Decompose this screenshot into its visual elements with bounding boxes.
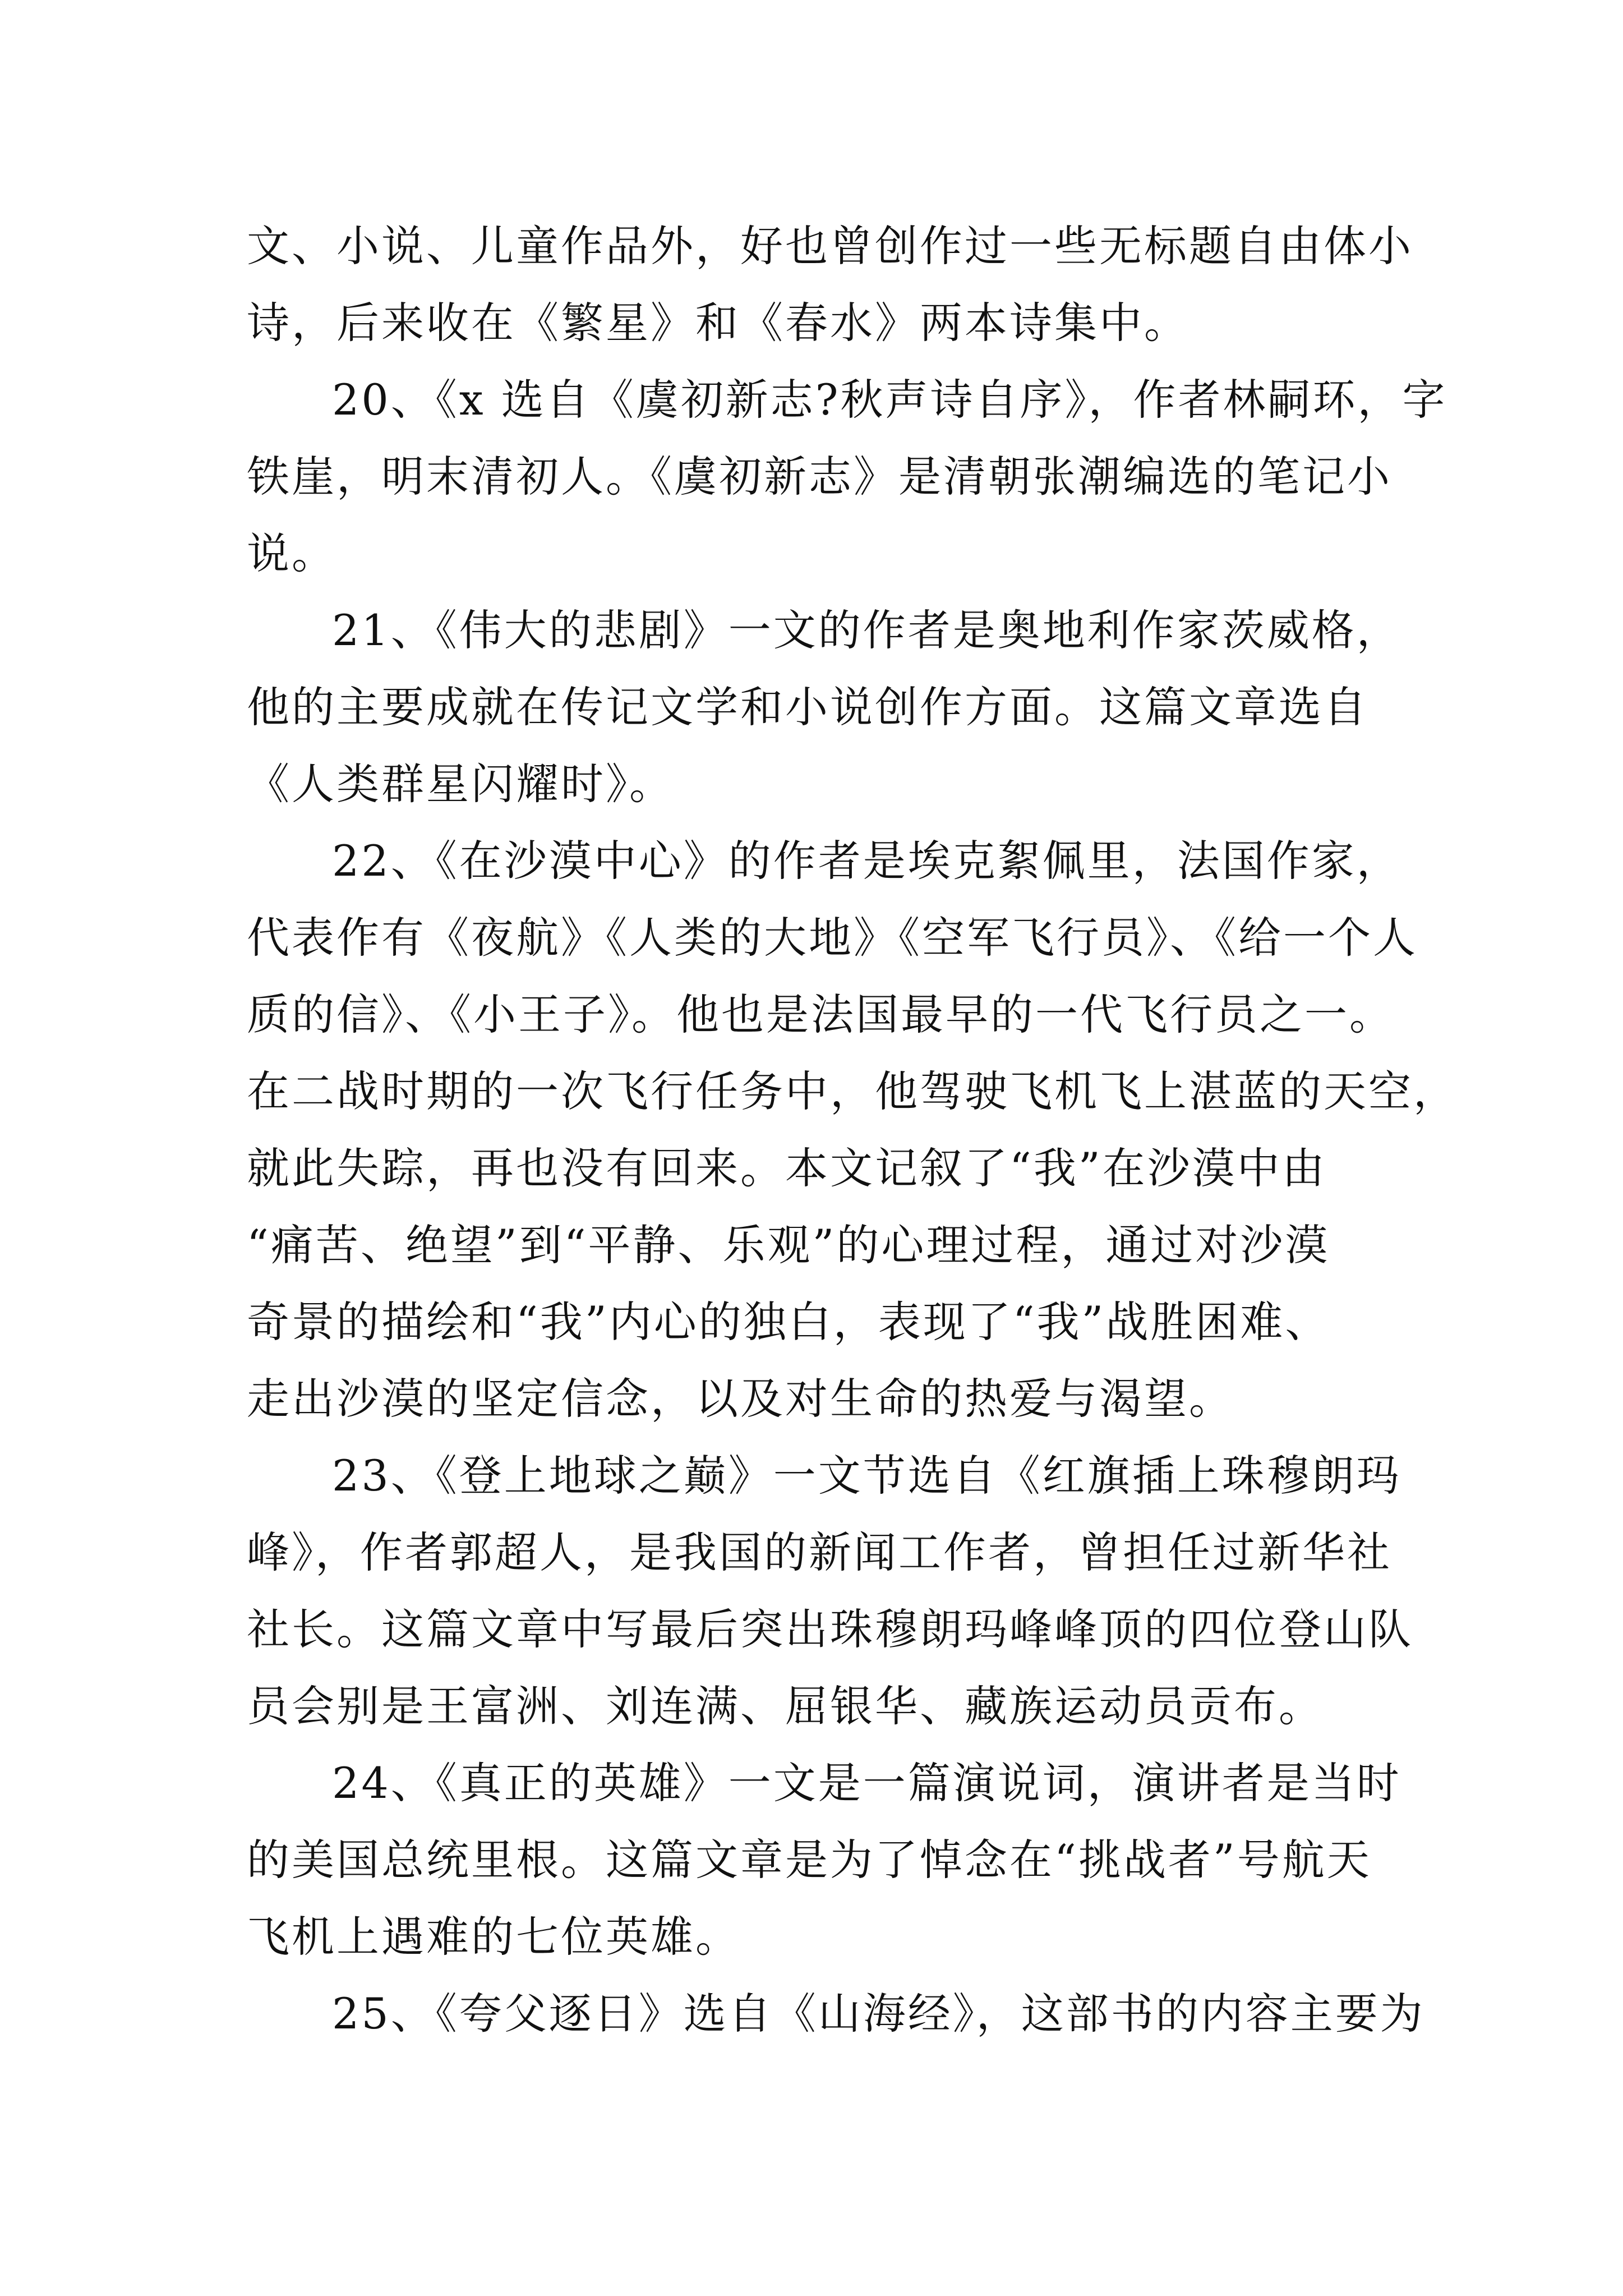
paragraph-item-24 <box>247 1745 1401 1975</box>
text-line: 他的主要成就在传记文学和小说创作方面。这篇文章选自 <box>247 682 1368 732</box>
text-line: 的美国总统里根。这篇文章是为了悼念在“挑战者”号航天 <box>247 1835 1372 1885</box>
text-line: 22、《在沙漠中心》的作者是埃克絮佩里，法国作家， <box>332 836 1401 886</box>
paragraph-item-20 <box>247 361 1447 592</box>
text-line: 就此失踪，再也没有回来。本文记叙了“我”在沙漠中由 <box>247 1143 1327 1193</box>
text-line: 峰》，作者郭超人，是我国的新闻工作者，曾担任过新华社 <box>247 1527 1392 1577</box>
text-line: 21、《伟大的悲剧》一文的作者是奥地利作家茨威格， <box>332 605 1401 655</box>
text-line: 20、《x 选自《虞初新志?秋声诗自序》，作者林嗣环，字 <box>332 375 1447 425</box>
text-line: 25、《夸父逐日》选自《山海经》，这部书的内容主要为 <box>332 1989 1425 2039</box>
paragraph-item-25 <box>247 1975 1425 2052</box>
text-line: 在二战时期的一次飞行任务中，他驾驶飞机飞上湛蓝的天空， <box>247 1066 1458 1116</box>
document-page <box>247 208 1458 2052</box>
text-line: 文、小说、儿童作品外，好也曾创作过一些无标题自由体小 <box>247 221 1413 271</box>
text-line: 代表作有《夜航》《人类的大地》《空军飞行员》、《给一个人 <box>247 913 1418 963</box>
text-line: 铁崖，明末清初人。《虞初新志》是清朝张潮编选的笔记小 <box>247 452 1392 501</box>
text-line: 员会别是王富洲、刘连满、屈银华、藏族运动员贡布。 <box>247 1681 1324 1731</box>
text-line: 23、《登上地球之巅》一文节选自《红旗插上珠穆朗玛 <box>332 1451 1401 1501</box>
text-line: “痛苦、绝望”到“平静、乐观”的心理过程，通过对沙漠 <box>247 1220 1330 1270</box>
text-line: 飞机上遇难的七位英雄。 <box>247 1912 740 1962</box>
paragraph-item-23 <box>247 1437 1413 1745</box>
text-line: 24、《真正的英雄》一文是一篇演说词，演讲者是当时 <box>332 1758 1401 1808</box>
text-line: 说。 <box>247 528 336 578</box>
text-line: 《人类群星闪耀时》。 <box>247 759 674 809</box>
paragraph-continuation <box>247 208 1413 361</box>
text-line: 社长。这篇文章中写最后突出珠穆朗玛峰峰顶的四位登山队 <box>247 1604 1413 1654</box>
paragraph-item-22 <box>247 822 1458 1437</box>
text-line: 奇景的描绘和“我”内心的独白，表现了“我”战胜困难、 <box>247 1297 1330 1347</box>
text-line: 走出沙漠的坚定信念，以及对生命的热爱与渴望。 <box>247 1374 1234 1424</box>
paragraph-item-21 <box>247 592 1401 822</box>
text-line: 质的信》、《小王子》。他也是法国最早的一代飞行员之一。 <box>247 990 1394 1039</box>
text-line: 诗，后来收在《繁星》和《春水》两本诗集中。 <box>247 298 1189 348</box>
